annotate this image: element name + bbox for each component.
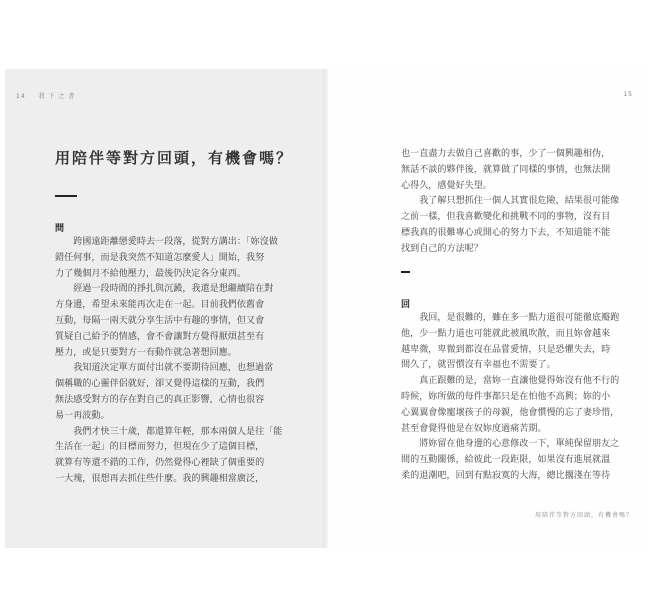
right-page-number: 15 — [623, 91, 633, 98]
title-divider — [55, 195, 77, 197]
text-line: 標我真的很難專心或開心的努力下去，不知道能不能 — [401, 227, 611, 238]
text-line: 也一直盡力去做自己喜歡的事，少了一個興趣相伪， — [401, 149, 611, 159]
text-line: 心得久，感覺好失望。 — [401, 180, 492, 191]
text-line: 真正跟難的是，當妳一直讓他覺得妳沒有他不行的 — [419, 376, 620, 387]
text-line: 個稱職的心靈伴侶就好，卻又覺得這樣的互動，我們 — [55, 379, 265, 390]
right-footer: 用陪伴等對方回頭，有機會嗎？ — [534, 512, 633, 519]
question-marker: 問 — [55, 224, 65, 234]
left-page-number: 14 — [16, 93, 26, 100]
text-line: 無話不談的夥伴後，就算做了同樣的事情，也無法開 — [401, 164, 611, 175]
text-line: 找到自己的方法呢？ — [401, 243, 483, 254]
text-line: 經過一段時間的掙扎與沉澱，我還是想繼續陪在對 — [73, 284, 274, 295]
text-line: 我回，是很難的，雖在多一點力道很可能徹底瓣跑 — [419, 313, 620, 323]
text-line: 錯任何事，而是我突然不知道怎麼愛人」開始，我努 — [55, 252, 265, 263]
text-line: 一大塊，很想再去抓住些什麼。我的興趣相當廣泛， — [55, 473, 265, 484]
right-page — [328, 69, 647, 548]
answer-text — [401, 311, 623, 485]
text-line: 就算有等還不錯的工作，仍然覺得心裡缺了個重要的 — [55, 458, 265, 469]
text-line: 無法感受對方的存在對自己的真正影響，心情也很容 — [55, 394, 265, 405]
text-line: 越卑微，卑微到都沒在品嘗愛情，只是恐懼失去，時 — [401, 344, 611, 355]
text-line: 我們才快三十歲，都還算年輕，那本兩個人是往「能 — [73, 426, 283, 437]
text-line: 互動，每隔一兩天就分享生活中有趣的事情，但又會 — [55, 315, 265, 326]
text-line: 他，少一點力道也可能就此被風吹散，而且妳會越來 — [401, 328, 611, 339]
left-running-head-text: 我 下 之 書 — [38, 93, 76, 100]
text-line: 間的互動關係，給彼此一段距限，如果沒有進展就溫 — [401, 455, 611, 466]
text-line: 我知道決定單方面付出就不要期待回應，也想過當 — [73, 363, 274, 374]
text-line: 質疑自己給予的情感，會不會讓對方覺得厭煩甚至有 — [55, 331, 265, 342]
text-line: 生活在一起」的目標而努力，但現在少了這個目標， — [55, 442, 265, 453]
text-line: 心翼翼會像寵壞孩子的母親，他會慣慢的忘了妻珍惜， — [401, 407, 620, 418]
text-line: 我了解只想抓住一個人其實很危險，結果很可能像 — [419, 196, 620, 207]
text-line: 甚至會覺得他是在奴妳度過痛苦期。 — [401, 423, 547, 434]
text-line: 將妳留在他身邊的心意修改一下，單純保留朋友之 — [419, 439, 620, 450]
text-line: 跨國遠距離戀愛時去一段落，從對方講出：「妳沒做 — [73, 237, 278, 247]
text-line: 柔的退潮吧，回到有點寂寞的大海，總比擱淺在等待 — [401, 470, 611, 481]
answer-marker: 回 — [401, 300, 411, 310]
left-running-head — [16, 91, 75, 100]
text-line: 之前一樣，但我喜歡變化和挑戰不同的事物，沒有目 — [401, 212, 611, 223]
section-divider — [401, 271, 410, 273]
text-line: 力了幾個月不給他壓力，最後仍決定各分東西。 — [55, 268, 246, 279]
left-page — [5, 69, 323, 548]
text-line: 易一再波動。 — [55, 410, 110, 421]
text-line: 方身邊，希望未來能再次走在一起。目前我們依舊會 — [55, 300, 265, 311]
text-line: 壓力，或是只要對方一有動作就急著想回應。 — [55, 347, 237, 358]
right-running-head — [623, 91, 633, 98]
page-title: 用陪伴等對方回頭，有機會嗎？ — [55, 149, 294, 167]
text-line: 時候，妳所做的每件事都只是在怕他不高興；妳的小 — [401, 391, 611, 402]
question-text — [55, 235, 283, 488]
text-line: 間久了，就習慣沒有幸福也不需要了。 — [401, 360, 556, 371]
question-continued-text — [401, 147, 623, 258]
